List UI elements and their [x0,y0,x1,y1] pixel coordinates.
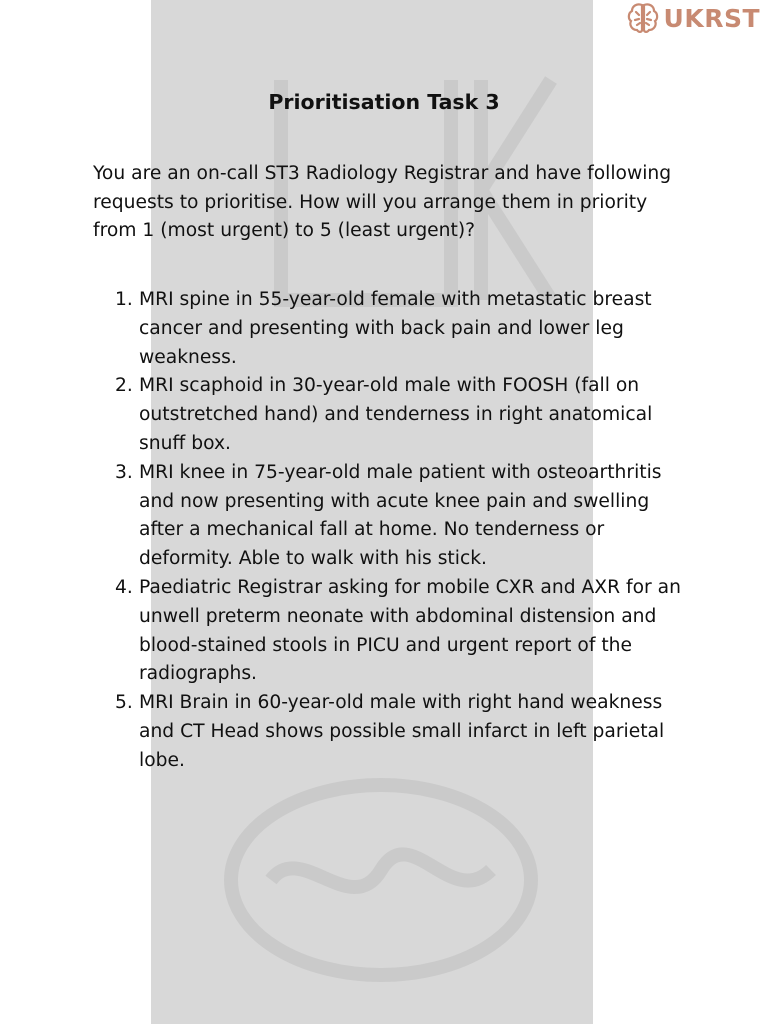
list-item [93,574,683,689]
list-item [93,459,683,574]
list-item [93,372,683,458]
list-item [93,286,683,372]
list-item-number: 2. [115,375,133,397]
list-item-number: 3. [115,461,133,483]
list-item-number: 1. [115,289,133,310]
brand-name: UKRST [663,3,760,33]
list-item-text: MRI scaphoid in 30-year-old male with FOOSH (fall on outstretched hand) and tenderness in right anatomical snuff box. [139,375,653,454]
list-item-number: 4. [115,576,133,598]
list-item-text: MRI Brain in 60-year-old male with right hand weakness and CT Head shows possible small infarct in left parietal lobe. [139,692,665,771]
list-item [93,689,683,775]
brand-logo [625,0,760,36]
intro-paragraph: You are an on-call ST3 Radiology Registrar and have following requests to prioritise. How will you arrange them in priority from 1 (most urgent) to 5 (least urgent)? [93,163,672,242]
list-item-text: MRI spine in 55-year-old female with metastatic breast cancer and presenting with back pain and lower leg weakness. [139,289,652,368]
list-item-number: 5. [115,692,133,714]
page-title: Prioritisation Task 3 [268,90,500,114]
list-item-text: Paediatric Registrar asking for mobile CXR and AXR for an unwell preterm neonate with abdominal distension and blood-stained stools in PICU and urgent report of the radiographs. [139,576,681,685]
request-list [93,286,683,776]
brain-logo-icon [625,0,661,36]
list-item-text: MRI knee in 75-year-old male patient with osteoarthritis and now presenting with acute knee pain and swelling after a mechanical fall at home. No tenderness or deformity. Able to walk with his stick. [139,461,662,570]
